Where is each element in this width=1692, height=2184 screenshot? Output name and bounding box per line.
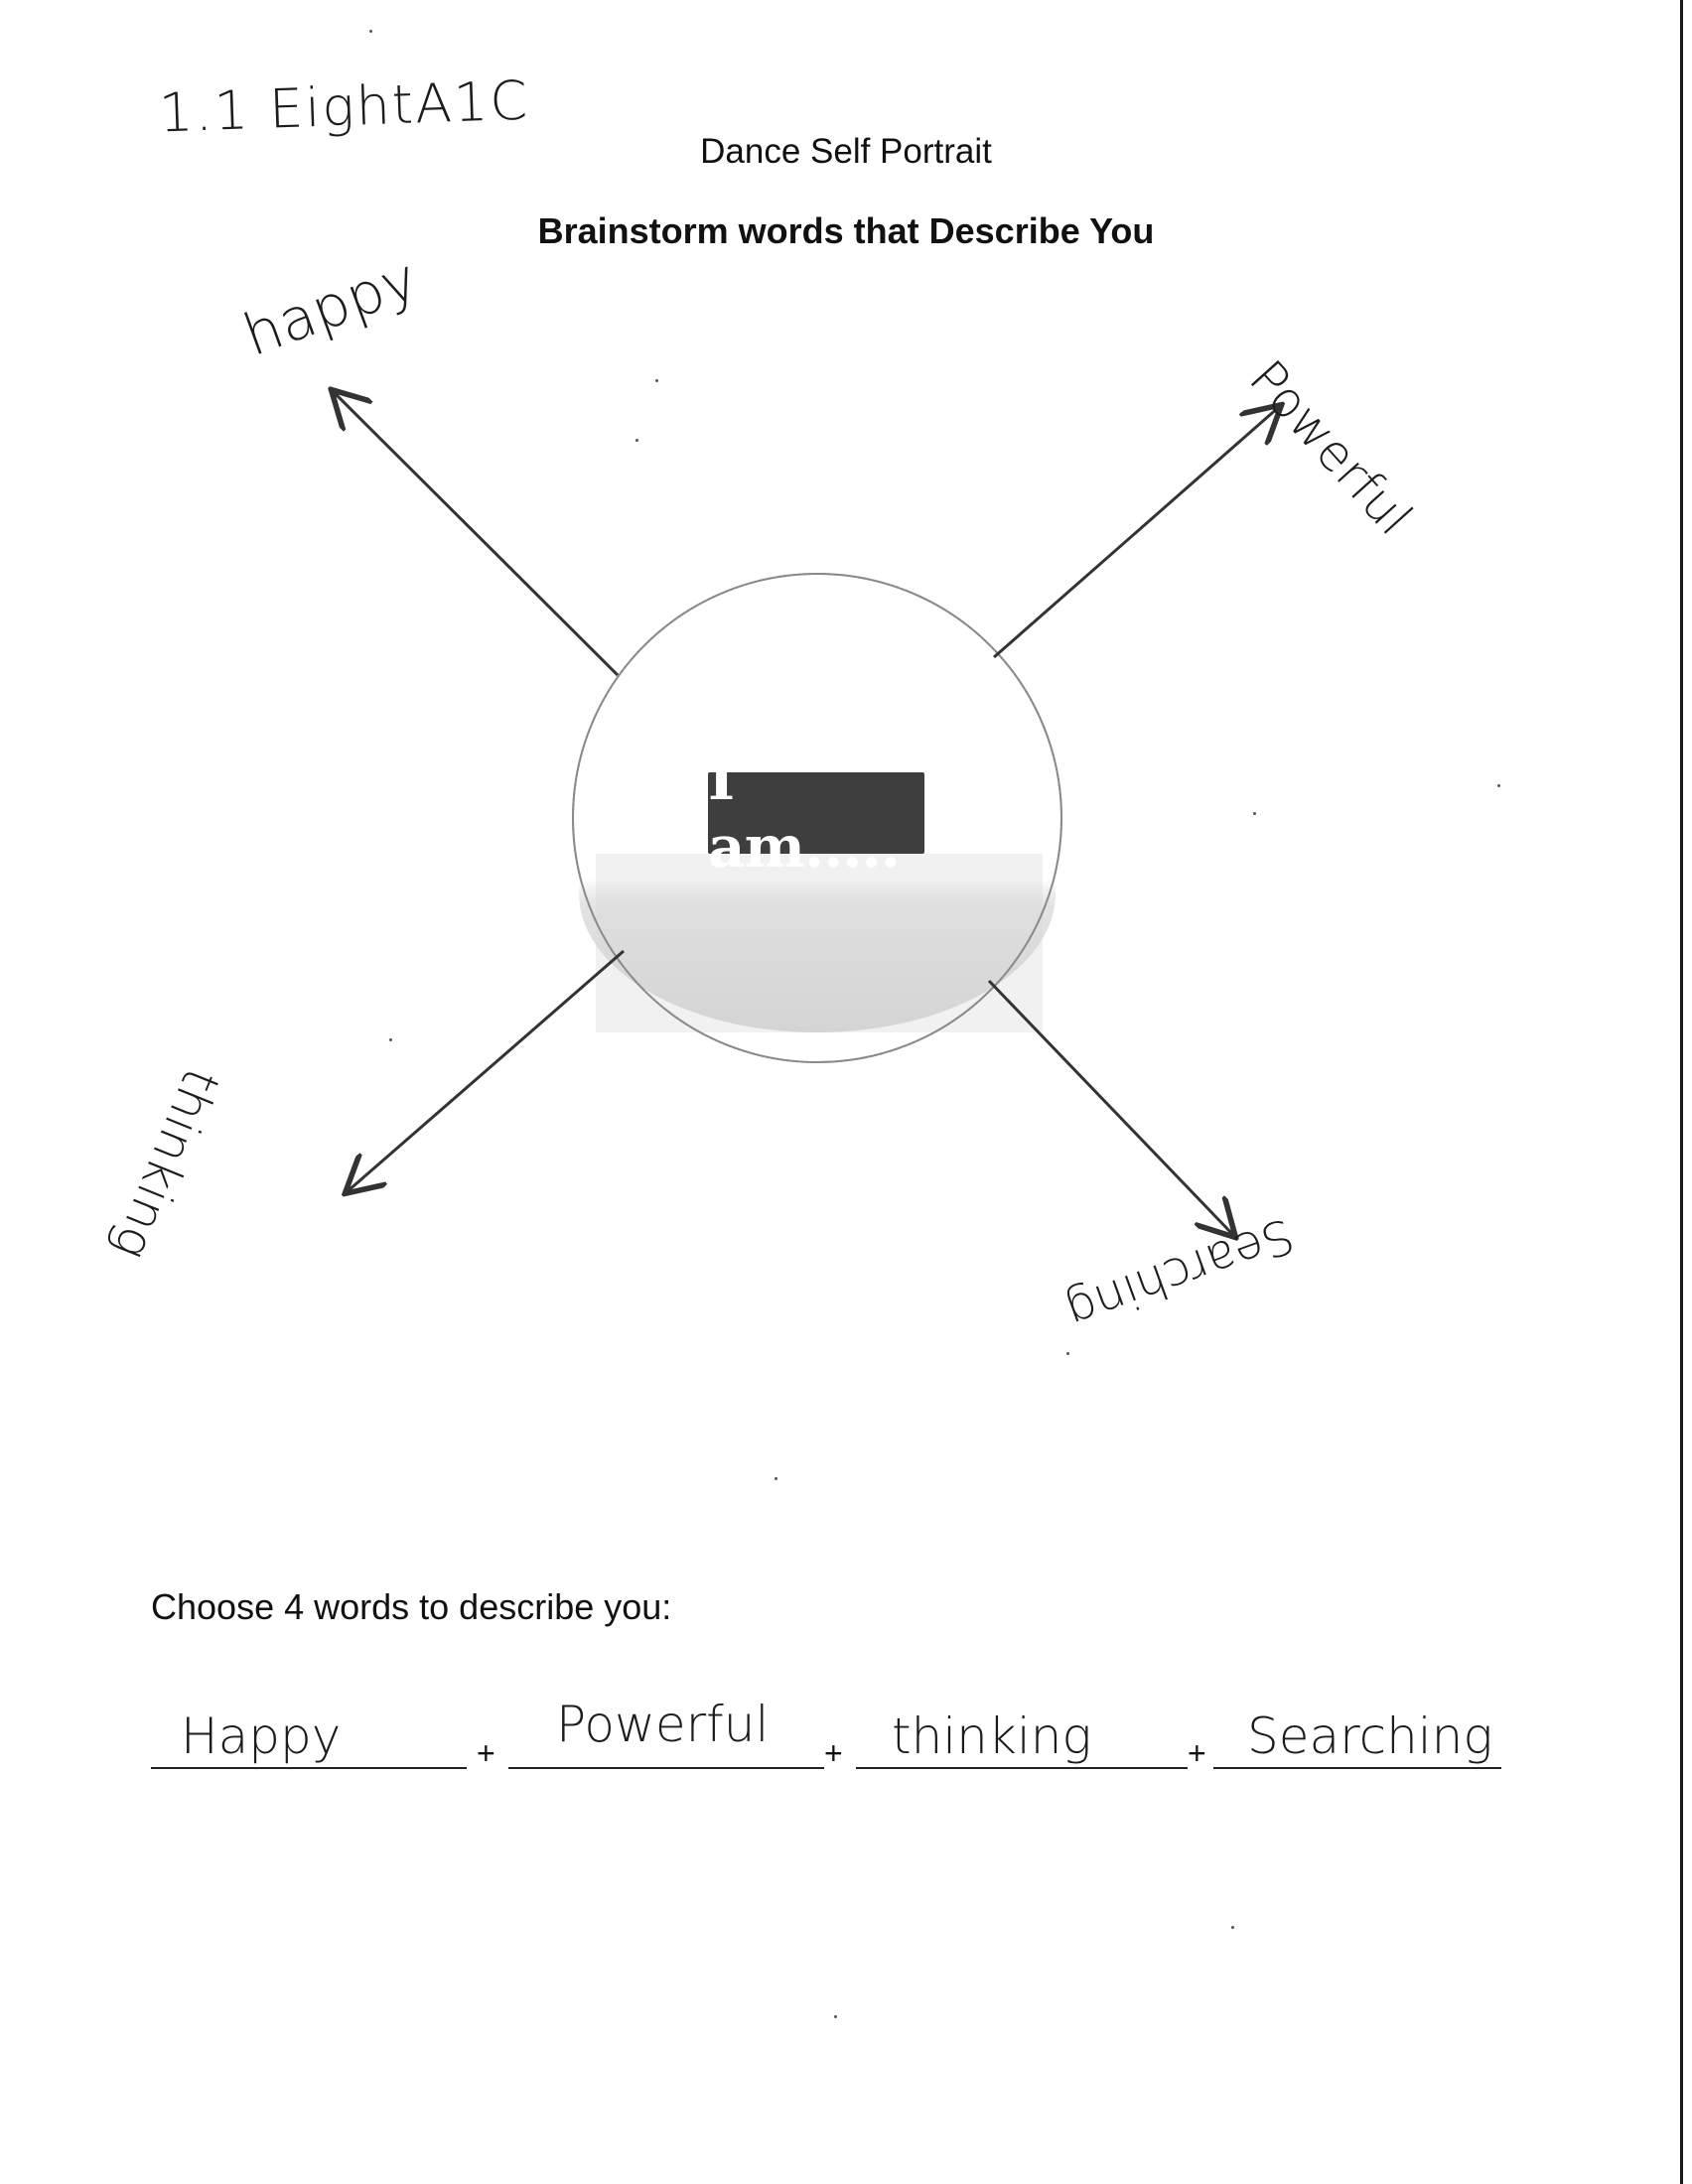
answer-word-2: Powerful xyxy=(556,1696,770,1753)
answer-row xyxy=(0,1668,1692,1787)
answer-blank-1 xyxy=(151,1767,467,1769)
center-label-box xyxy=(708,746,924,881)
scan-speck xyxy=(369,30,372,33)
choose-words-prompt: Choose 4 words to describe you: xyxy=(151,1586,672,1627)
scan-speck xyxy=(834,2015,837,2018)
scan-speck xyxy=(1231,1926,1234,1929)
answer-blank-3 xyxy=(856,1767,1188,1769)
handwritten-class-note: 1.1 EightA1C xyxy=(158,68,530,145)
document-heading: Brainstorm words that Describe You xyxy=(537,210,1155,251)
center-circle-stipple xyxy=(596,854,1043,1032)
scan-speck xyxy=(389,1038,392,1041)
plus-sign-2: + xyxy=(824,1735,843,1771)
arrow-top-left xyxy=(334,392,618,675)
center-label: I am..... xyxy=(708,746,900,881)
arrow-bottom-right xyxy=(989,981,1233,1235)
answer-word-3: thinking xyxy=(892,1707,1092,1765)
plus-sign-1: + xyxy=(477,1735,495,1771)
answer-blank-2 xyxy=(508,1767,824,1769)
handwritten-word-bottom-right: Searching xyxy=(1059,1206,1301,1340)
answer-word-4: Searching xyxy=(1247,1707,1493,1765)
plus-sign-3: + xyxy=(1188,1735,1206,1771)
scan-speck xyxy=(775,1477,777,1480)
scan-speck xyxy=(635,439,638,442)
answer-word-1: Happy xyxy=(181,1707,342,1765)
arrow-bottom-left xyxy=(348,951,624,1191)
document-title-text: Dance Self Portrait xyxy=(700,132,992,171)
handwritten-word-bottom-left: thinking xyxy=(101,1060,230,1268)
handwritten-word-top-left: happy xyxy=(234,244,427,369)
scan-speck xyxy=(1497,784,1500,787)
answer-blank-4 xyxy=(1213,1767,1501,1769)
arrow-top-right xyxy=(994,407,1279,657)
scan-speck xyxy=(655,379,658,382)
scan-speck xyxy=(1066,1352,1069,1355)
scan-speck xyxy=(1253,812,1256,815)
handwritten-word-top-right: Powerful xyxy=(1237,349,1424,547)
